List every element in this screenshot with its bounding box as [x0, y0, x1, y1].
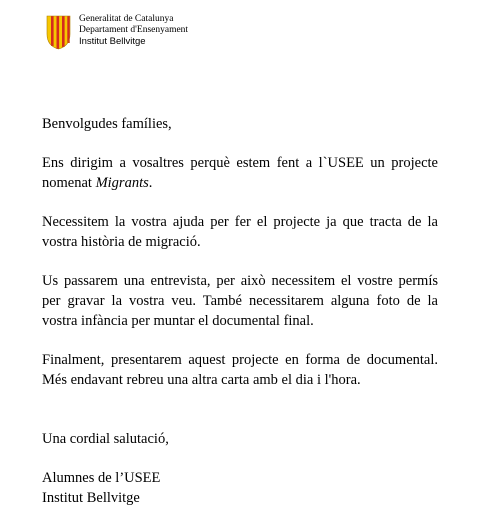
paragraph-1-end: .: [148, 175, 153, 191]
catalonia-logo: [44, 14, 73, 50]
letterhead-text: [79, 14, 188, 47]
project-name: Migrants: [95, 175, 149, 191]
signature-line-2: Institut Bellvitge: [42, 490, 140, 506]
letterhead-line3: Institut Bellvitge: [79, 36, 146, 47]
greeting: Benvolgudes famílies,: [42, 116, 172, 132]
letterhead-line2: Departament d'Ensenyament: [79, 25, 189, 35]
closing: Una cordial salutació,: [42, 431, 169, 447]
paragraph-1-text: Ens dirigim a vosaltres perquè estem fent a l`USEE un projecte nomenat: [42, 155, 438, 191]
letter-body: [42, 114, 438, 508]
paragraph-4: Finalment, presentarem aquest projecte en forma de documental. Més endavant rebreu una altra carta amb el dia i l'hora.: [42, 352, 438, 388]
letterhead-line1: Generalitat de Catalunya: [79, 14, 174, 24]
letterhead: [44, 14, 188, 50]
paragraph-3: Us passarem una entrevista, per això necessitem el vostre permís per gravar la vostra veu. També necessitarem alguna foto de la vostra infància per muntar el documental final.: [42, 273, 438, 329]
paragraph-2: Necessitem la vostra ajuda per fer el projecte ja que tracta de la vostra història de migració.: [42, 214, 438, 250]
paragraph-1: [42, 153, 438, 193]
signature-line-1: Alumnes de l’USEE: [42, 470, 161, 486]
